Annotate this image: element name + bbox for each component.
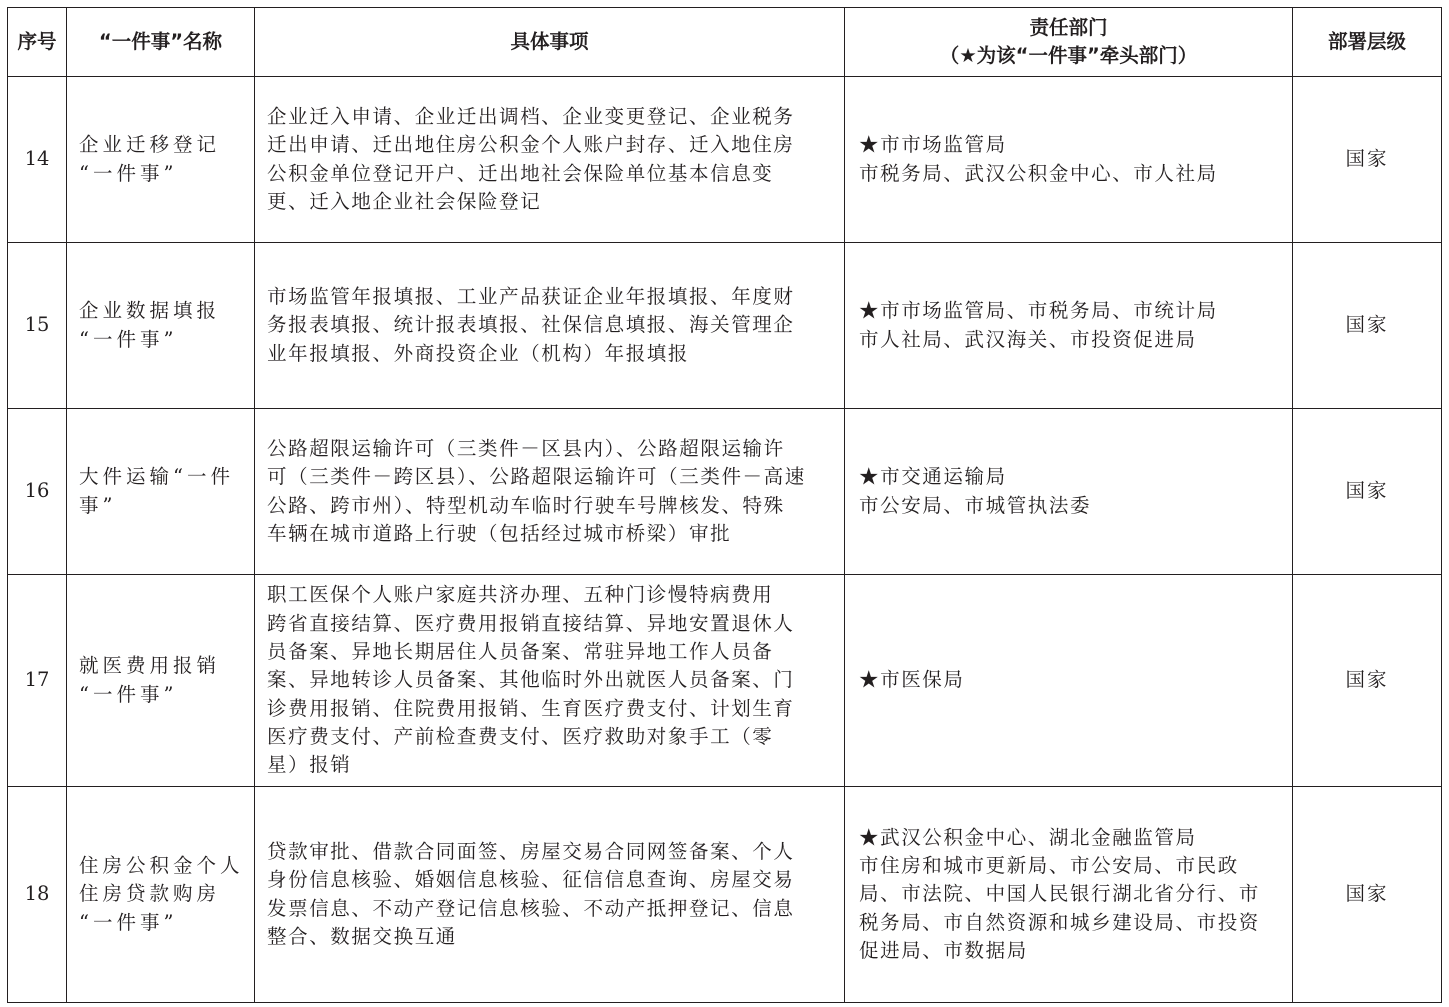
department-line: ★市市场监管局、市税务局、市统计局 — [859, 299, 1218, 323]
specific-items-line: 企业迁入申请、企业迁出调档、企业变更登记、企业税务 — [267, 104, 795, 128]
specific-items-line: 职工医保个人账户家庭共济办理、五种门诊慢特病费用 — [267, 583, 774, 607]
matter-name-line: “一件事” — [79, 910, 178, 934]
specific-items-line: 身份信息核验、婚姻信息核验、征信信息查询、房屋交易 — [267, 868, 795, 892]
matter-name-line: 住房贷款购房 — [79, 882, 221, 906]
specific-items — [255, 575, 845, 787]
deployment-level: 国家 — [1293, 575, 1442, 787]
matter-name — [67, 243, 255, 409]
department-line: 市税务局、武汉公积金中心、市人社局 — [859, 161, 1218, 185]
specific-items-line: 公路超限运输许可（三类件－区县内）、公路超限运输许 — [267, 436, 785, 460]
specific-items-line: 市场监管年报填报、工业产品获证企业年报填报、年度财 — [267, 285, 795, 309]
specific-items-line: 星）报销 — [267, 753, 352, 777]
table-row — [8, 787, 1442, 1003]
responsible-departments — [845, 409, 1293, 575]
header-row — [8, 8, 1442, 77]
header-name: “一件事”名称 — [67, 8, 255, 77]
deployment-level: 国家 — [1293, 409, 1442, 575]
deployment-level: 国家 — [1293, 243, 1442, 409]
specific-items-line: 整合、数据交换互通 — [267, 924, 457, 948]
department-line: 市公安局、市城管执法委 — [859, 493, 1092, 517]
specific-items-line: 案、异地转诊人员备案、其他临时外出就医人员备案、门 — [267, 668, 795, 692]
specific-items-line: 公积金单位登记开户、迁出地社会保险单位基本信息变 — [267, 161, 774, 185]
specific-items-line: 车辆在城市道路上行驶（包括经过城市桥梁）审批 — [267, 521, 732, 545]
matter-name — [67, 575, 255, 787]
specific-items-line: 更、迁入地企业社会保险登记 — [267, 189, 542, 213]
matter-name — [67, 409, 255, 575]
header-dept — [845, 8, 1293, 77]
header-no: 序号 — [8, 8, 67, 77]
table-row — [8, 243, 1442, 409]
specific-items — [255, 409, 845, 575]
specific-items — [255, 243, 845, 409]
matter-name-line: 住房公积金个人 — [79, 854, 244, 878]
specific-items-line: 发票信息、不动产登记信息核验、不动产抵押登记、信息 — [267, 896, 795, 920]
responsible-departments — [845, 787, 1293, 1003]
department-line: 市人社局、武汉海关、市投资促进局 — [859, 327, 1197, 351]
matter-name-line: 就医费用报销 — [79, 654, 221, 678]
department-line: ★武汉公积金中心、湖北金融监管局 — [859, 825, 1197, 849]
specific-items-line: 迁出申请、迁出地住房公积金个人账户封存、迁入地住房 — [267, 133, 795, 157]
specific-items-line: 业年报填报、外商投资企业（机构）年报填报 — [267, 341, 690, 365]
row-number: 16 — [8, 409, 67, 575]
matter-name — [67, 77, 255, 243]
department-line: 市住房和城市更新局、市公安局、市民政 — [859, 854, 1239, 878]
table-row — [8, 77, 1442, 243]
table-row — [8, 409, 1442, 575]
row-number: 15 — [8, 243, 67, 409]
specific-items-line: 员备案、异地长期居住人员备案、常驻异地工作人员备 — [267, 640, 774, 664]
department-line: 税务局、市自然资源和城乡建设局、市投资 — [859, 910, 1260, 934]
specific-items-line: 贷款审批、借款合同面签、房屋交易合同网签备案、个人 — [267, 839, 795, 863]
matters-table — [7, 7, 1442, 1003]
header-dept-title: 责任部门 — [1029, 16, 1108, 39]
row-number: 17 — [8, 575, 67, 787]
specific-items — [255, 77, 845, 243]
table-row — [8, 575, 1442, 787]
matter-name-line: 事” — [79, 493, 117, 517]
header-dept-note: （★为该“一件事”牵头部门） — [939, 44, 1198, 67]
header-level: 部署层级 — [1293, 8, 1442, 77]
deployment-level: 国家 — [1293, 77, 1442, 243]
specific-items-line: 医疗费支付、产前检查费支付、医疗救助对象手工（零 — [267, 724, 774, 748]
matter-name-line: “一件事” — [79, 327, 178, 351]
responsible-departments — [845, 243, 1293, 409]
matter-name — [67, 787, 255, 1003]
responsible-departments — [845, 575, 1293, 787]
specific-items — [255, 787, 845, 1003]
department-line: 促进局、市数据局 — [859, 938, 1028, 962]
department-line: ★市市场监管局 — [859, 133, 1007, 157]
specific-items-line: 跨省直接结算、医疗费用报销直接结算、异地安置退休人 — [267, 611, 795, 635]
row-number: 14 — [8, 77, 67, 243]
row-number: 18 — [8, 787, 67, 1003]
matter-name-line: 大件运输“一件 — [79, 465, 234, 489]
department-line: 局、市法院、中国人民银行湖北省分行、市 — [859, 882, 1260, 906]
department-line: ★市医保局 — [859, 668, 965, 692]
specific-items-line: 可（三类件－跨区县）、公路超限运输许可（三类件－高速 — [267, 465, 806, 489]
specific-items-line: 务报表填报、统计报表填报、社保信息填报、海关管理企 — [267, 313, 795, 337]
matter-name-line: 企业迁移登记 — [79, 133, 221, 157]
matter-name-line: 企业数据填报 — [79, 299, 221, 323]
specific-items-line: 诊费用报销、住院费用报销、生育医疗费支付、计划生育 — [267, 696, 795, 720]
deployment-level: 国家 — [1293, 787, 1442, 1003]
matter-name-line: “一件事” — [79, 161, 178, 185]
header-items: 具体事项 — [255, 8, 845, 77]
responsible-departments — [845, 77, 1293, 243]
specific-items-line: 公路、跨市州）、特型机动车临时行驶车号牌核发、特殊 — [267, 493, 785, 517]
matter-name-line: “一件事” — [79, 682, 178, 706]
department-line: ★市交通运输局 — [859, 465, 1007, 489]
